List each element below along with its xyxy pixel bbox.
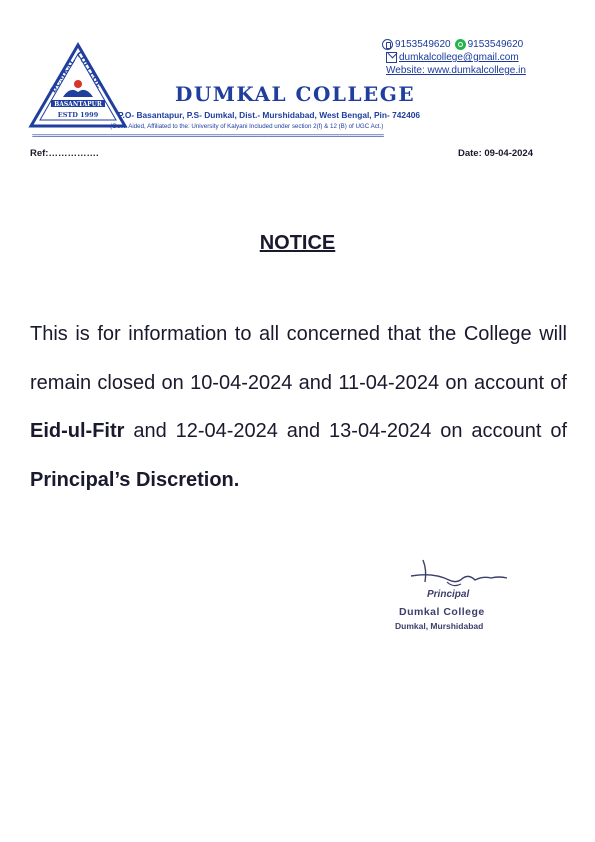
reference-line: Ref:…………….: [30, 148, 99, 159]
notice-body: [30, 310, 567, 504]
signature-title: Principal: [427, 589, 470, 600]
notice-date: Date: 09-04-2024: [458, 148, 533, 159]
website-row: [382, 64, 526, 77]
whatsapp-number: 9153549620: [467, 39, 524, 50]
email-link[interactable]: dumkalcollege@gmail.com: [399, 52, 519, 63]
college-address: P.O- Basantapur, P.S- Dumkal, Dist.- Murshidabad, West Bengal, Pin- 742406: [118, 110, 421, 120]
signature-name: Dumkal College: [399, 606, 485, 618]
whatsapp-icon: [455, 39, 466, 50]
notice-text-2: and 12-04-2024 and 13-04-2024 on account of: [124, 420, 567, 442]
logo-arc-text: DUMKAL COLLEGE: [48, 49, 105, 95]
notice-text-1: This is for information to all concerned that the College will remain closed on 10-04-2024 and 11-04-2024 on account of: [30, 323, 567, 394]
logo-band-text: BASANTAPUR: [54, 101, 102, 108]
principal-signature-block: [395, 556, 515, 640]
signature-scrawl: [403, 556, 513, 592]
notice-title: NOTICE: [259, 232, 336, 254]
college-name: DUMKAL COLLEGE: [175, 82, 416, 106]
phone-row: [382, 38, 526, 51]
signature-place: Dumkal, Murshidabad: [395, 621, 484, 631]
notice-bold-2: Principal’s Discretion.: [30, 468, 240, 491]
notice-bold-1: Eid-ul-Fitr: [30, 420, 125, 442]
college-logo: [28, 42, 128, 130]
mail-icon: [386, 52, 397, 63]
website-link[interactable]: Website: www.dumkalcollege.in: [386, 65, 526, 76]
header-divider: ==========================================================================================================: [32, 132, 384, 140]
phone-number: 9153549620: [395, 39, 451, 50]
email-row: [382, 51, 526, 64]
contact-block: [382, 38, 526, 77]
logo-estd-text: ESTD 1999: [57, 111, 99, 119]
affiliation-line: (Govt. Aided, Affiliated to the: University of Kalyani Included under section 2(f) & 12 (B) of UGC Act.): [110, 123, 384, 130]
